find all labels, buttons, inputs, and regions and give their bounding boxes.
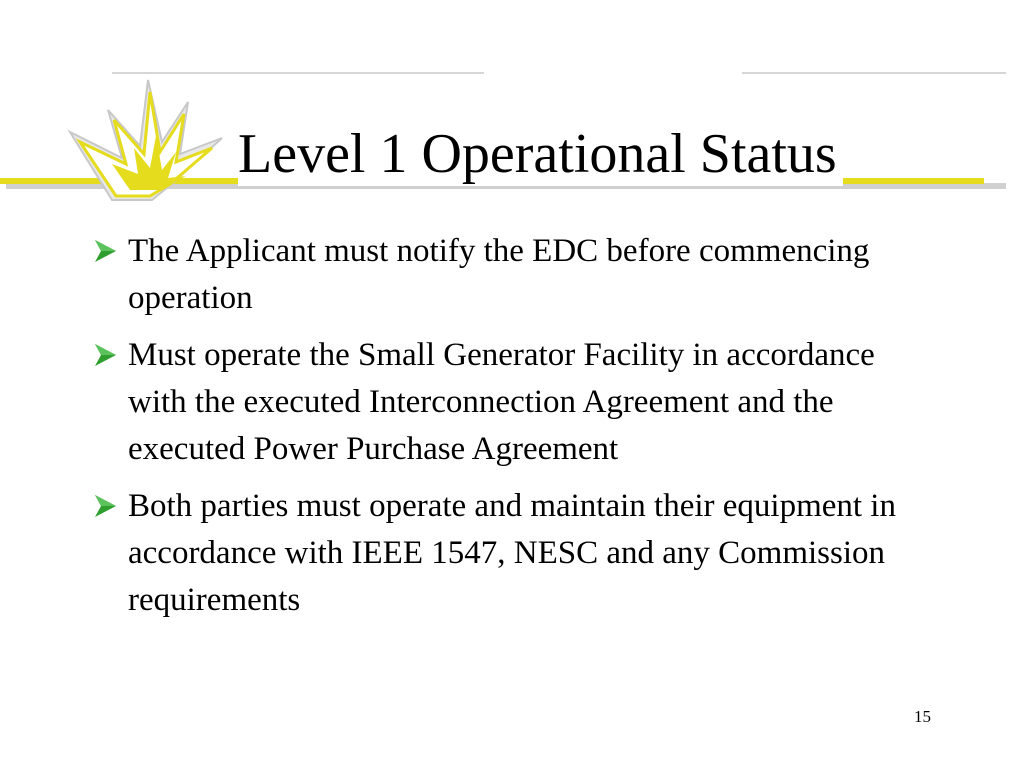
bullet-item — [92, 332, 922, 473]
bullet-item — [92, 228, 922, 322]
bullet-item — [92, 483, 922, 624]
arrow-bullet-icon — [92, 342, 118, 368]
bullet-list — [92, 228, 922, 634]
slide-title: Level 1 Operational Status — [238, 122, 843, 186]
bullet-text: Must operate the Small Generator Facility in accordance with the executed Interconnection Agreement and the executed Power Purchase Agreement — [128, 337, 875, 467]
bullet-text: Both parties must operate and maintain their equipment in accordance with IEEE 1547, NESC and any Commission requirements — [128, 488, 896, 618]
page-number: 15 — [914, 707, 931, 726]
top-rule-right — [742, 72, 1006, 74]
bullet-text: The Applicant must notify the EDC before commencing operation — [128, 233, 870, 316]
arrow-bullet-icon — [92, 493, 118, 519]
arrow-bullet-icon — [92, 238, 118, 264]
starburst-logo-icon — [52, 72, 232, 212]
